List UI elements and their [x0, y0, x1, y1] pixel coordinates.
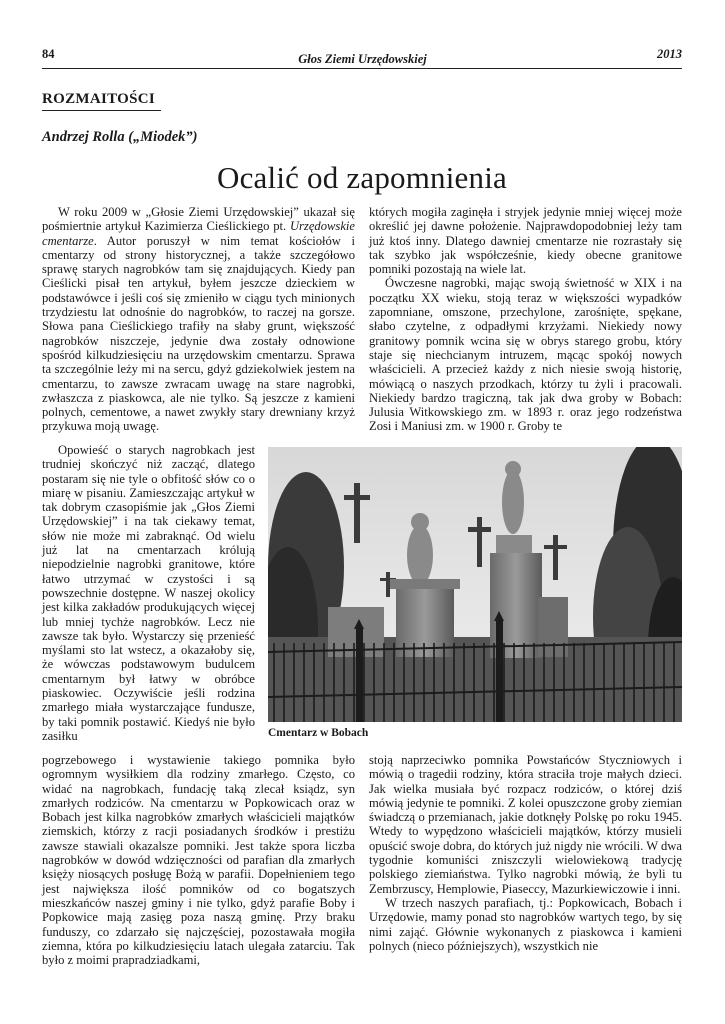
paragraph: Opowieść o starych nagrobkach jest trudniej skończyć niż zacząć, dlatego postaram się nie tyle o obfitość słów co o miarę w pisaniu. Zamieszczając artykuł w tak dobrym czasopiśmie jak „Głos Ziemi Urzędowskiej” i na tak ciekawy temat, słów nie może mi zabraknąć. Od wielu już lat na cmentarzach królują niepodzielnie nagrobki granitowe, które łatwo utrzymać w czystości i są powszechnie dostępne. W naszej okolicy jest kilka zakładów produkujących więcej lub mniej tychże nagrobków. Lecz nie zawsze tak było. Wystarczy się przenieść myślami sto lat wstecz, a okazałoby się, że wówczas podstawowym budulcem cmentarnym był łatwy w obróbce piaskowiec. Oczywiście jeśli rodzina zmarłego miała wystarczające fundusze, by taki pomnik postawić. Kiedyś nie było zasiłku — [42, 443, 255, 743]
article-title: Ocalić od zapomnienia — [217, 160, 507, 195]
left-column-bottom — [42, 753, 355, 967]
paragraph: pogrzebowego i wystawienie takiego pomnika było ogromnym wysiłkiem dla rodziny zmarłego. Często, co widać na nagrobkach, fundację taką zlecał ksiądz, syn zmarłych rodziców. Na cmentarzu w Popkowicach oraz w Bobach jest kilka nagrobków zmarłych właścicieli majątków ziemskich, którzy z racji posiadanych środków i prestiżu zawsze stawiali okazalsze pomniki. Jest także spora liczba nagrobków w dowód wdzięczności od parafian dla zmarłych księży niosących posługę Bożą w parafii. Dopełnieniem tego jest największa ilość pomników od co bogatszych mieszkańców naszej gminy i nie tylko, gdyż parafie Boby i Popkowice mają zasięg poza naszą gminę. Przy braku funduszy, co zdarzało się najczęściej, pozostawała mogiła ziemna, która po kilkudziesięciu latach ulegała zatarciu. Tak było z moimi prapradziadkami, — [42, 753, 355, 968]
paragraph: Ówczesne nagrobki, mając swoją świetność w XIX i na początku XX wieku, stoją teraz w większości wypadków zapomniane, omszone, przechylone, zarośnięte, spękane, słabo czytelne, z odpadłymi krzyżami. Niekiedy nowy granitowy pomnik wcina się w obrys starego grobu, który staje się niechcianym intruzem, mącąc spokój nowych właścicieli. A przecież każdy z nich niesie swoją historię, mówiącą o naszych przodkach, którzy tu żyli i pracowali. Niekiedy bardzo tragiczną, tak jak dwa groby w Bobach: Julusia Witkowskiego zm. w 1893 r. oraz jego rodzeństwa Zosi i Maniusi zm. w 1900 r. Groby te — [369, 276, 682, 434]
paragraph: W trzech naszych parafiach, tj.: Popkowicach, Bobach i Urzędowie, mamy ponad sto nagrobków wartych tego, by się nimi zająć. Głównie wykonanych z piaskowca i kamieni polnych (nieco późniejszych), wszystkich nie — [369, 895, 682, 953]
photo-caption: Cmentarz w Bobach — [268, 727, 369, 739]
section-heading: ROZMAITOŚCI — [42, 91, 156, 107]
year: 2013 — [657, 47, 682, 61]
paragraph: W roku 2009 w „Głosie Ziemi Urzędowskiej” ukazał się pośmiertnie artykuł Kazimierza Cieślickiego pt. Urzędowskie cmentarze. Autor poruszył w nim temat kościołów i cmentarzy od strony historycznej, a także szczegółowo sprawę starych nagrobków tam się znajdujących. Kiedy pan Cieślicki pisał ten artykuł, byłem jeszcze dzieckiem w podstawówce i jeśli coś się zmieniło w ciągu tych minionych trzydziestu lat odnośnie do nagrobków, to raczej na gorsze. Słowa pana Cieślickiego trafiły na słaby grunt, większość nagrobków niszczeje, jedynie dwa zostały odnowione spośród kilkudziesięciu na urzędowskim cmentarzu. Sprawa ta szczególnie leży mi na sercu, gdyż gdziekolwiek jestem na cmentarzu, to zawsze zwracam uwagę na stare nagrobki, zwłaszcza z piaskowca, ale nie tylko. Są jeszcze z kamieni polnych, cementowe, a nawet zwykły stary drewniany krzyż przykuwa moją uwagę. — [42, 205, 355, 434]
right-column-bottom — [369, 753, 682, 953]
page-number: 84 — [42, 47, 55, 61]
section-underline — [42, 110, 161, 111]
header-rule — [42, 68, 682, 69]
paragraph: stoją naprzeciwko pomnika Powstańców Styczniowych i mówią o tragedii rodziny, która straciła troje małych dzieci. Jak wielka musiała być rozpacz rodziców, o której dziś mówią jedynie te pomniki. Z kolei opuszczone groby ziemian świadczą o przemianach, jakie dotknęły Polskę po roku 1945. Wtedy to wypędzono właścicieli majątków, którzy musieli opuścić swoje dobra, do których już nigdy nie wrócili. W dwa tygodnie komuniści zniszczyli wielowiekową tradycję polskiego ziemiaństwa. Tylko nagrobki mówią, że byli tu Zembrzuscy, Hemplowie, Piaseccy, Mazurkiewiczowie i inni. — [369, 753, 682, 896]
left-column-narrow — [42, 443, 255, 743]
cemetery-photo — [268, 447, 682, 722]
right-column-top — [369, 205, 682, 434]
paragraph: których mogiła zaginęła i stryjek jedynie mniej więcej może określić jej dawne położenie. Najprawdopodobniej leży tam już ktoś inny. Dlatego dawniej cmentarze nie rozrastały się tak szybko jak współcześnie, kiedy obecne granitowe pomniki pozostają na wiele lat. — [369, 205, 682, 277]
author-line: Andrzej Rolla („Miodek”) — [42, 129, 198, 145]
magazine-name: Głos Ziemi Urzędowskiej — [298, 52, 427, 66]
left-column-top — [42, 205, 355, 434]
